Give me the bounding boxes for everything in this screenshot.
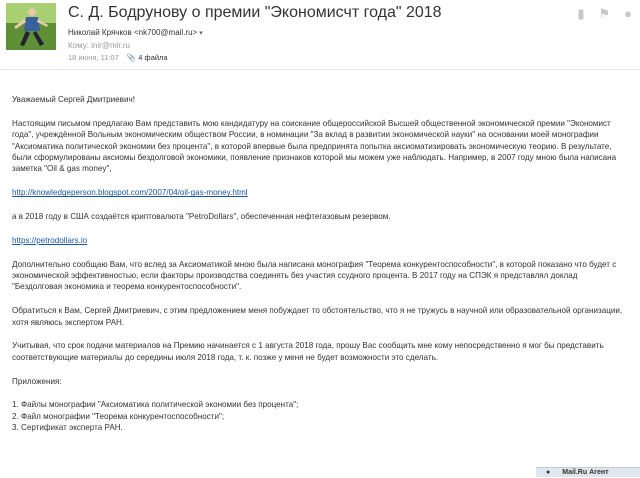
list-item: 2. Файл монографии "Теорема конкурентоспособности"; (12, 411, 225, 421)
text-line: Обратиться к Вам, Сергей Дмитриевич, с этим предложением меня побуждает то обстоятельство, что я не тружусь в научной или образовательной организации, (12, 306, 623, 316)
paragraph-4 (12, 305, 624, 328)
text-line: года", учреждённой Вольным экономическим обществом России, в номинации "За вклад в развитии экономической науки" на основании моей монографии (12, 130, 599, 140)
mail-agent-bar[interactable] (536, 467, 640, 477)
text-line: были сформулированы аксиомы бездолговой экономики, появление признаков которой мы можем уже наблюдать. Например, в 2007 году мною была написана (12, 153, 617, 163)
text-line: Учитывая, что срок подачи материалов на Премию начинается с 1 августа 2018 года, прошу Вас сообщить мне кому непосредственно я мог бы представить (12, 341, 604, 351)
text-line: хотя являюсь экспертом РАН. (12, 317, 125, 327)
petrodollars-link[interactable]: https://petrodollars.io (12, 235, 88, 245)
greeting: Уважаемый Сергей Дмитриевич! (12, 95, 135, 104)
paragraph-3 (12, 259, 624, 293)
list-item: 1. Файлы монографии "Аксиоматика политической экономии без процента"; (12, 400, 299, 410)
email-subject: С. Д. Бодрунову о премии "Экономисчт года" 2018 (68, 4, 442, 21)
agent-label: Mail.Ru Агент (562, 469, 609, 476)
unread-icon[interactable]: ● (624, 6, 632, 21)
appendix-title: Приложения: (12, 376, 62, 386)
paragraph-2: а в 2018 году в США создаётся криптовалюта "PetroDollars", обеспеченная нефтегазовым резервом. (12, 212, 391, 222)
attachments-count[interactable]: 4 файла (138, 53, 168, 62)
chevron-down-icon[interactable]: ▾ (199, 30, 203, 37)
paperclip-icon[interactable]: 📎 (126, 53, 137, 62)
message-actions (577, 7, 632, 20)
text-line: соответствующие материалы до середины июля 2018 года, т. к. позже у меня не будет возможности это сделать. (12, 352, 439, 362)
message-date: 18 июня, 11:07 (68, 53, 119, 62)
text-line: Настоящим письмом предлагаю Вам представить мою кандидатуру на соискание общероссийской Высшей общественной экономической премии "Экономист (12, 118, 611, 128)
header-divider (0, 69, 640, 70)
recipient-address[interactable]: inir@mir.ru (91, 41, 130, 50)
list-item: 3. Сертификат эксперта РАН. (12, 423, 123, 433)
avatar (6, 3, 56, 50)
text-line: "Аксиоматика политической экономии без процента", в которой впервые была предпринята попытка аксиоматизировать экономическую теорию. В результате, (12, 141, 612, 151)
agent-icon: ● (546, 469, 551, 476)
oil-gas-money-link[interactable]: http://knowledgeperson.blogspot.com/2007/04/oil-gas-money.html (12, 188, 248, 198)
flag-icon[interactable]: ⚑ (598, 6, 611, 21)
paragraph-5 (12, 340, 624, 363)
appendix-list (12, 399, 624, 433)
bookmark-icon[interactable]: ▮ (577, 6, 585, 21)
date-line (68, 53, 168, 62)
text-line: "Бездолговая экономика и теорема конкурентоспособности". (12, 282, 242, 292)
recipient-line (68, 41, 130, 50)
text-line: заметка "Oil & gas money", (12, 164, 112, 174)
email-header (0, 0, 640, 68)
sender-address[interactable]: Николай Крячков <nk700@mail.ru> (68, 28, 198, 37)
to-label: Кому: (68, 41, 89, 50)
paragraph-1 (12, 118, 624, 175)
text-line: Дополнительно сообщаю Вам, что вслед за Аксиоматикой мною была написана монография "Теорема конкурентоспособности", в которой показано что будет с (12, 259, 617, 269)
text-line: экономической эффективностью, если факторы производства соединять без участия ссудного процента. В 2017 году на СПЭК я представлял доклад (12, 271, 578, 281)
sender[interactable] (68, 28, 203, 37)
message-body (12, 94, 624, 434)
